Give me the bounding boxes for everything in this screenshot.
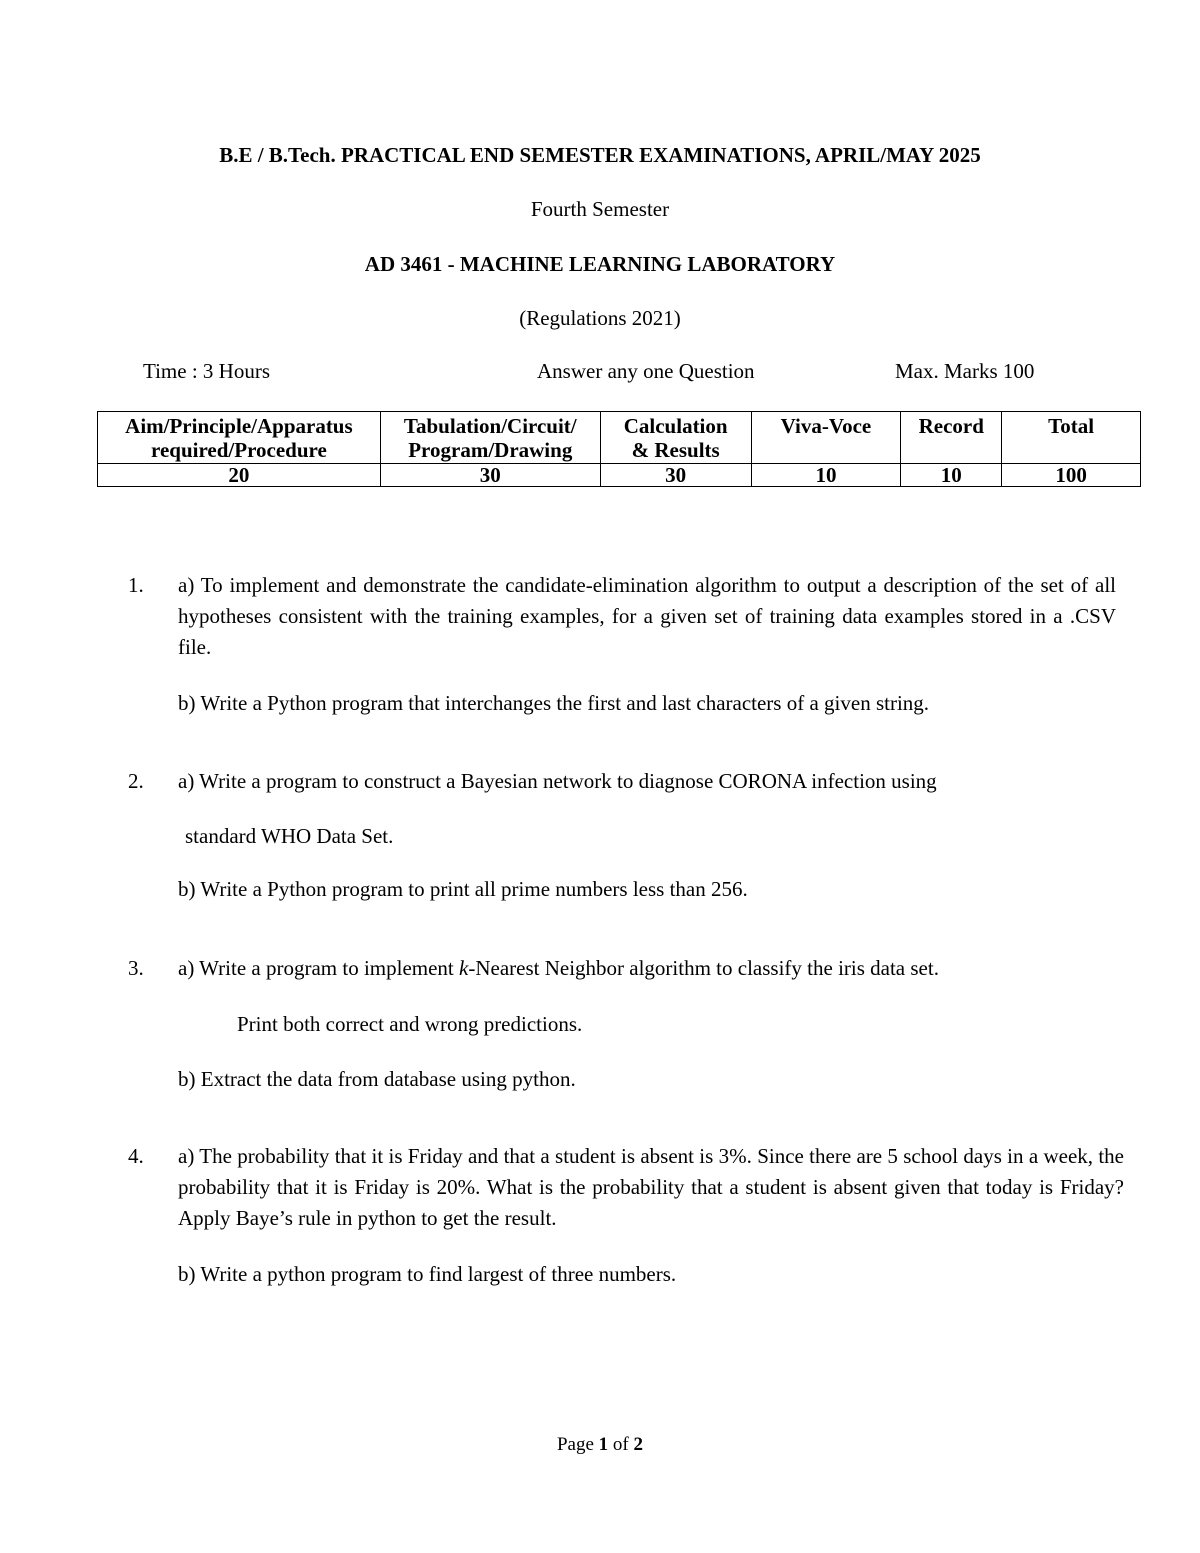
marks-header-cell: Calculation & Results [600,412,751,464]
question-2-part-a: a) Write a program to construct a Bayesian network to diagnose CORONA infection using [178,769,937,793]
question-3-part-b: b) Extract the data from database using python. [178,1067,576,1091]
marks-value-row [98,464,1141,487]
marks-value-cell: 30 [380,464,600,487]
marks-header-cell: Total [1002,412,1141,464]
page-word: Page [556,1434,594,1455]
marks-header-cell: Viva-Voce [751,412,901,464]
marks-header-cell: Aim/Principle/Apparatus required/Procedure [98,412,381,464]
regulations: (Regulations 2021) [519,306,681,330]
question-number: 2. [128,769,144,793]
question-3-part-a-continued: Print both correct and wrong predictions. [237,1012,583,1036]
course-title: AD 3461 - MACHINE LEARNING LABORATORY [364,252,836,276]
exam-title: B.E / B.Tech. PRACTICAL END SEMESTER EXAMINATIONS, APRIL/MAY 2025 [219,143,981,167]
marks-header-cell: Tabulation/Circuit/ Program/Drawing [380,412,600,464]
question-4-part-b: b) Write a python program to find largest of three numbers. [178,1262,677,1286]
of-word: of [612,1434,629,1455]
question-3-part-a: a) Write a program to implement k-Nearest Neighbor algorithm to classify the iris data set. [178,956,939,980]
question-1-part-a: a) To implement and demonstrate the candidate-elimination algorithm to output a description of the set of all hypotheses consistent with the training examples, for a given set of training data examples stored in a .CSV file. [178,573,1116,659]
marks-header-cell: Record [901,412,1002,464]
question-4-part-a: a) The probability that it is Friday and that a student is absent is 3%. Since there are 5 school days in a week, the probability that it is Friday is 20%. What is the probability that a student is absent given that today is Friday? Apply Baye’s rule in python to get the result. [178,1144,1124,1230]
marks-value-cell: 30 [600,464,751,487]
marks-header-row [98,412,1141,464]
question-number: 3. [128,956,144,980]
question-number: 4. [128,1144,144,1168]
question-number: 1. [128,573,144,597]
marks-value-cell: 100 [1002,464,1141,487]
marks-table [97,411,1141,487]
question-2-part-b: b) Write a Python program to print all prime numbers less than 256. [178,877,748,901]
marks-value-cell: 10 [751,464,901,487]
page-footer [0,1433,1200,1457]
marks-value-cell: 20 [98,464,381,487]
question-2-part-a-continued: standard WHO Data Set. [185,824,394,848]
question-1-part-b: b) Write a Python program that interchanges the first and last characters of a given string. [178,691,930,715]
time-label: Time : 3 Hours [143,359,270,383]
instruction-label: Answer any one Question [537,359,755,383]
marks-value-cell: 10 [901,464,1002,487]
max-marks-label: Max. Marks 100 [895,359,1035,383]
total-pages: 2 [633,1434,643,1455]
current-page: 1 [598,1434,609,1455]
semester: Fourth Semester [530,197,670,221]
